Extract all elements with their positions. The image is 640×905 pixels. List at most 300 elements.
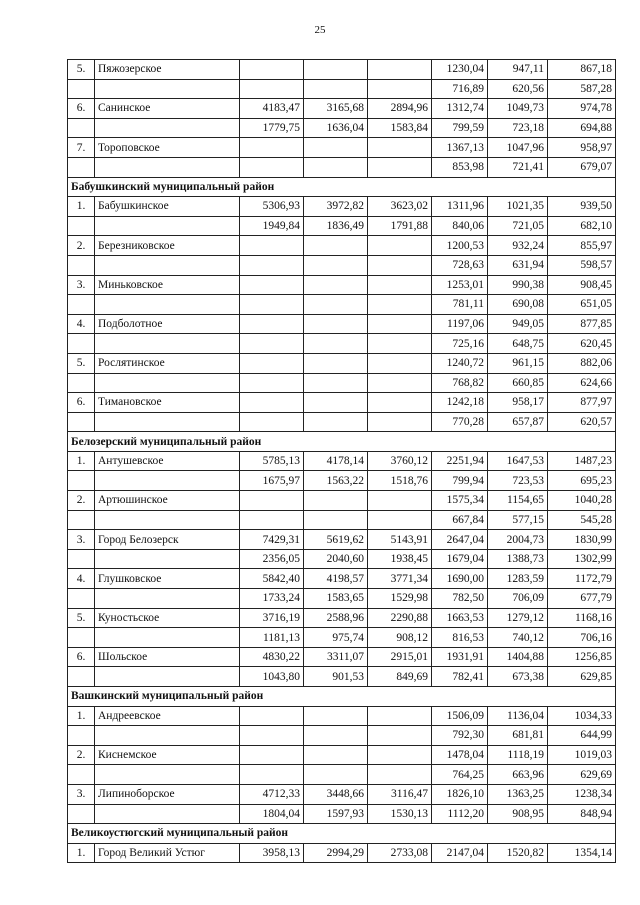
value-cell: 1487,23 xyxy=(548,451,616,471)
settlement-name: Тимановское xyxy=(95,393,240,413)
table-row xyxy=(68,118,616,138)
value-cell: 2040,60 xyxy=(304,549,368,569)
value-cell: 577,15 xyxy=(488,510,548,530)
value-cell: 663,96 xyxy=(488,765,548,785)
table-row xyxy=(68,138,616,158)
table-row xyxy=(68,295,616,315)
settlement-name: Липиноборское xyxy=(95,784,240,804)
value-cell: 5842,40 xyxy=(240,569,304,589)
row-number: 1. xyxy=(68,843,95,863)
value-cell xyxy=(368,412,432,432)
value-cell: 3760,12 xyxy=(368,451,432,471)
settlement-name: Тороповское xyxy=(95,138,240,158)
value-cell: 768,82 xyxy=(432,373,488,393)
value-cell: 725,16 xyxy=(432,334,488,354)
settlement-name: Рослятинское xyxy=(95,353,240,373)
table-row xyxy=(68,314,616,334)
value-cell xyxy=(304,726,368,746)
value-cell: 721,05 xyxy=(488,216,548,236)
table-row xyxy=(68,216,616,236)
row-number: 5. xyxy=(68,353,95,373)
settlement-name xyxy=(95,667,240,687)
value-cell: 2588,96 xyxy=(304,608,368,628)
value-cell: 932,24 xyxy=(488,236,548,256)
value-cell xyxy=(240,236,304,256)
value-cell xyxy=(368,295,432,315)
value-cell: 1830,99 xyxy=(548,530,616,550)
value-cell: 1663,53 xyxy=(432,608,488,628)
table-row xyxy=(68,784,616,804)
value-cell: 620,57 xyxy=(548,412,616,432)
value-cell: 1354,14 xyxy=(548,843,616,863)
value-cell xyxy=(240,726,304,746)
value-cell xyxy=(368,60,432,80)
value-cell: 673,38 xyxy=(488,667,548,687)
value-cell: 1172,79 xyxy=(548,569,616,589)
value-cell: 975,74 xyxy=(304,628,368,648)
value-cell: 1136,04 xyxy=(488,706,548,726)
settlement-name: Шольское xyxy=(95,647,240,667)
value-cell: 4178,14 xyxy=(304,451,368,471)
value-cell: 3165,68 xyxy=(304,99,368,119)
value-cell xyxy=(368,745,432,765)
value-cell: 695,23 xyxy=(548,471,616,491)
value-cell: 631,94 xyxy=(488,255,548,275)
value-cell: 1597,93 xyxy=(304,804,368,824)
value-cell: 728,63 xyxy=(432,255,488,275)
value-cell: 1238,34 xyxy=(548,784,616,804)
value-cell: 770,28 xyxy=(432,412,488,432)
table-row xyxy=(68,471,616,491)
settlement-name: Город Белозерск xyxy=(95,530,240,550)
value-cell: 629,85 xyxy=(548,667,616,687)
value-cell: 5306,93 xyxy=(240,197,304,217)
value-cell xyxy=(304,491,368,511)
row-number xyxy=(68,334,95,354)
value-cell: 1506,09 xyxy=(432,706,488,726)
value-cell: 5785,13 xyxy=(240,451,304,471)
value-cell xyxy=(304,295,368,315)
value-cell: 1690,00 xyxy=(432,569,488,589)
value-cell: 690,08 xyxy=(488,295,548,315)
value-cell xyxy=(240,275,304,295)
value-cell xyxy=(304,275,368,295)
settlement-name xyxy=(95,412,240,432)
value-cell: 1478,04 xyxy=(432,745,488,765)
value-cell xyxy=(368,373,432,393)
settlement-name: Артюшинское xyxy=(95,491,240,511)
value-cell xyxy=(240,353,304,373)
value-cell xyxy=(240,255,304,275)
value-cell xyxy=(368,275,432,295)
row-number: 2. xyxy=(68,745,95,765)
value-cell: 877,85 xyxy=(548,314,616,334)
region-name: Белозерский муниципальный район xyxy=(68,432,616,452)
row-number: 6. xyxy=(68,99,95,119)
value-cell: 782,50 xyxy=(432,589,488,609)
value-cell: 1311,96 xyxy=(432,197,488,217)
value-cell: 2733,08 xyxy=(368,843,432,863)
value-cell xyxy=(240,60,304,80)
row-number xyxy=(68,628,95,648)
row-number: 2. xyxy=(68,491,95,511)
value-cell: 1118,19 xyxy=(488,745,548,765)
value-cell: 1647,53 xyxy=(488,451,548,471)
settlement-name xyxy=(95,510,240,530)
row-number: 3. xyxy=(68,530,95,550)
tariff-table xyxy=(67,59,616,863)
value-cell xyxy=(368,393,432,413)
value-cell: 816,53 xyxy=(432,628,488,648)
value-cell: 782,41 xyxy=(432,667,488,687)
row-number xyxy=(68,412,95,432)
settlement-name xyxy=(95,334,240,354)
value-cell xyxy=(368,236,432,256)
settlement-name: Миньковское xyxy=(95,275,240,295)
value-cell: 1779,75 xyxy=(240,118,304,138)
value-cell: 1168,16 xyxy=(548,608,616,628)
value-cell: 1279,12 xyxy=(488,608,548,628)
value-cell xyxy=(240,295,304,315)
row-number xyxy=(68,549,95,569)
table-row xyxy=(68,510,616,530)
row-number: 1. xyxy=(68,197,95,217)
value-cell: 1836,49 xyxy=(304,216,368,236)
value-cell: 5619,62 xyxy=(304,530,368,550)
value-cell: 855,97 xyxy=(548,236,616,256)
value-cell xyxy=(304,706,368,726)
value-cell xyxy=(240,765,304,785)
value-cell: 958,97 xyxy=(548,138,616,158)
value-cell: 3972,82 xyxy=(304,197,368,217)
value-cell: 1367,13 xyxy=(432,138,488,158)
value-cell: 3958,13 xyxy=(240,843,304,863)
row-number xyxy=(68,726,95,746)
value-cell xyxy=(368,79,432,99)
row-number xyxy=(68,255,95,275)
value-cell: 587,28 xyxy=(548,79,616,99)
value-cell: 853,98 xyxy=(432,157,488,177)
table-row xyxy=(68,412,616,432)
value-cell: 1679,04 xyxy=(432,549,488,569)
row-number xyxy=(68,667,95,687)
table-row xyxy=(68,275,616,295)
value-cell: 723,18 xyxy=(488,118,548,138)
region-header-row xyxy=(68,432,616,452)
value-cell: 867,18 xyxy=(548,60,616,80)
row-number xyxy=(68,216,95,236)
value-cell: 706,16 xyxy=(548,628,616,648)
value-cell: 949,05 xyxy=(488,314,548,334)
value-cell xyxy=(368,353,432,373)
value-cell: 908,45 xyxy=(548,275,616,295)
value-cell: 2915,01 xyxy=(368,647,432,667)
table-row xyxy=(68,157,616,177)
value-cell: 961,15 xyxy=(488,353,548,373)
table-row xyxy=(68,726,616,746)
region-header-row xyxy=(68,177,616,197)
value-cell: 4183,47 xyxy=(240,99,304,119)
value-cell: 1931,91 xyxy=(432,647,488,667)
value-cell: 2356,05 xyxy=(240,549,304,569)
value-cell xyxy=(368,706,432,726)
value-cell: 1949,84 xyxy=(240,216,304,236)
value-cell: 1197,06 xyxy=(432,314,488,334)
value-cell xyxy=(368,334,432,354)
value-cell xyxy=(304,765,368,785)
settlement-name: Куностьское xyxy=(95,608,240,628)
value-cell: 1529,98 xyxy=(368,589,432,609)
row-number: 4. xyxy=(68,569,95,589)
value-cell xyxy=(304,745,368,765)
value-cell: 848,94 xyxy=(548,804,616,824)
table-row xyxy=(68,530,616,550)
value-cell xyxy=(368,510,432,530)
value-cell: 681,81 xyxy=(488,726,548,746)
region-header-row xyxy=(68,687,616,707)
region-name: Вашкинский муниципальный район xyxy=(68,687,616,707)
region-header-row xyxy=(68,824,616,844)
settlement-name: Глушковское xyxy=(95,569,240,589)
settlement-name: Киснемское xyxy=(95,745,240,765)
value-cell: 1518,76 xyxy=(368,471,432,491)
settlement-name: Пяжозерское xyxy=(95,60,240,80)
table-row xyxy=(68,393,616,413)
value-cell xyxy=(240,157,304,177)
settlement-name xyxy=(95,804,240,824)
settlement-name xyxy=(95,589,240,609)
table-row xyxy=(68,647,616,667)
value-cell: 799,94 xyxy=(432,471,488,491)
value-cell: 2004,73 xyxy=(488,530,548,550)
value-cell: 990,38 xyxy=(488,275,548,295)
value-cell: 1938,45 xyxy=(368,549,432,569)
value-cell: 1312,74 xyxy=(432,99,488,119)
value-cell xyxy=(240,412,304,432)
table-row xyxy=(68,353,616,373)
value-cell: 1240,72 xyxy=(432,353,488,373)
value-cell: 1242,18 xyxy=(432,393,488,413)
value-cell xyxy=(240,334,304,354)
value-cell: 3716,19 xyxy=(240,608,304,628)
value-cell: 1530,13 xyxy=(368,804,432,824)
settlement-name xyxy=(95,295,240,315)
value-cell: 764,25 xyxy=(432,765,488,785)
value-cell xyxy=(304,138,368,158)
value-cell xyxy=(240,314,304,334)
settlement-name xyxy=(95,373,240,393)
settlement-name xyxy=(95,118,240,138)
settlement-name xyxy=(95,471,240,491)
value-cell: 1043,80 xyxy=(240,667,304,687)
value-cell: 1256,85 xyxy=(548,647,616,667)
value-cell xyxy=(304,510,368,530)
page-number: 25 xyxy=(314,24,326,36)
value-cell: 1049,73 xyxy=(488,99,548,119)
settlement-name: Город Великий Устюг xyxy=(95,843,240,863)
table-row xyxy=(68,843,616,863)
value-cell xyxy=(304,393,368,413)
value-cell: 1675,97 xyxy=(240,471,304,491)
settlement-name xyxy=(95,216,240,236)
value-cell: 939,50 xyxy=(548,197,616,217)
table-row xyxy=(68,667,616,687)
value-cell: 1733,24 xyxy=(240,589,304,609)
value-cell: 740,12 xyxy=(488,628,548,648)
table-row xyxy=(68,60,616,80)
value-cell: 620,45 xyxy=(548,334,616,354)
value-cell: 849,69 xyxy=(368,667,432,687)
value-cell: 651,05 xyxy=(548,295,616,315)
table-row xyxy=(68,236,616,256)
row-number: 5. xyxy=(68,60,95,80)
value-cell: 1040,28 xyxy=(548,491,616,511)
value-cell: 1583,84 xyxy=(368,118,432,138)
row-number: 3. xyxy=(68,784,95,804)
value-cell: 2147,04 xyxy=(432,843,488,863)
value-cell xyxy=(368,491,432,511)
value-cell: 1363,25 xyxy=(488,784,548,804)
value-cell: 2647,04 xyxy=(432,530,488,550)
value-cell: 3311,07 xyxy=(304,647,368,667)
value-cell: 1200,53 xyxy=(432,236,488,256)
value-cell: 667,84 xyxy=(432,510,488,530)
table-row xyxy=(68,706,616,726)
value-cell: 4712,33 xyxy=(240,784,304,804)
table-row xyxy=(68,255,616,275)
value-cell: 1826,10 xyxy=(432,784,488,804)
value-cell: 958,17 xyxy=(488,393,548,413)
table-row xyxy=(68,589,616,609)
value-cell: 1302,99 xyxy=(548,549,616,569)
value-cell xyxy=(240,706,304,726)
value-cell: 660,85 xyxy=(488,373,548,393)
row-number xyxy=(68,373,95,393)
value-cell: 877,97 xyxy=(548,393,616,413)
settlement-name xyxy=(95,79,240,99)
value-cell: 799,59 xyxy=(432,118,488,138)
value-cell: 3623,02 xyxy=(368,197,432,217)
value-cell: 1283,59 xyxy=(488,569,548,589)
value-cell xyxy=(368,157,432,177)
table-row xyxy=(68,451,616,471)
settlement-name xyxy=(95,157,240,177)
row-number xyxy=(68,79,95,99)
settlement-name: Подболотное xyxy=(95,314,240,334)
value-cell: 1791,88 xyxy=(368,216,432,236)
value-cell: 1388,73 xyxy=(488,549,548,569)
value-cell: 781,11 xyxy=(432,295,488,315)
value-cell: 1253,01 xyxy=(432,275,488,295)
row-number: 4. xyxy=(68,314,95,334)
value-cell xyxy=(240,138,304,158)
settlement-name: Санинское xyxy=(95,99,240,119)
value-cell xyxy=(304,79,368,99)
value-cell xyxy=(240,745,304,765)
value-cell xyxy=(304,353,368,373)
row-number: 6. xyxy=(68,647,95,667)
table-row xyxy=(68,765,616,785)
settlement-name xyxy=(95,628,240,648)
value-cell: 694,88 xyxy=(548,118,616,138)
row-number: 5. xyxy=(68,608,95,628)
value-cell: 1563,22 xyxy=(304,471,368,491)
value-cell: 1154,65 xyxy=(488,491,548,511)
row-number xyxy=(68,295,95,315)
table-row xyxy=(68,569,616,589)
value-cell: 624,66 xyxy=(548,373,616,393)
value-cell: 792,30 xyxy=(432,726,488,746)
value-cell: 1019,03 xyxy=(548,745,616,765)
value-cell: 4198,57 xyxy=(304,569,368,589)
row-number: 6. xyxy=(68,393,95,413)
value-cell: 2994,29 xyxy=(304,843,368,863)
value-cell: 3448,66 xyxy=(304,784,368,804)
settlement-name: Антушевское xyxy=(95,451,240,471)
value-cell xyxy=(304,60,368,80)
table-row xyxy=(68,608,616,628)
settlement-name: Березниковское xyxy=(95,236,240,256)
value-cell: 2894,96 xyxy=(368,99,432,119)
table-row xyxy=(68,628,616,648)
value-cell: 1636,04 xyxy=(304,118,368,138)
value-cell: 3116,47 xyxy=(368,784,432,804)
table-row xyxy=(68,79,616,99)
value-cell: 1575,34 xyxy=(432,491,488,511)
row-number xyxy=(68,118,95,138)
settlement-name: Бабушкинское xyxy=(95,197,240,217)
value-cell xyxy=(304,236,368,256)
settlement-name xyxy=(95,726,240,746)
value-cell: 908,95 xyxy=(488,804,548,824)
value-cell: 974,78 xyxy=(548,99,616,119)
table-row xyxy=(68,491,616,511)
value-cell: 947,11 xyxy=(488,60,548,80)
table-row xyxy=(68,745,616,765)
value-cell: 682,10 xyxy=(548,216,616,236)
table-row xyxy=(68,804,616,824)
table-row xyxy=(68,373,616,393)
value-cell: 1230,04 xyxy=(432,60,488,80)
value-cell xyxy=(304,255,368,275)
table-row xyxy=(68,334,616,354)
table-row xyxy=(68,99,616,119)
value-cell: 620,56 xyxy=(488,79,548,99)
row-number xyxy=(68,157,95,177)
table-body xyxy=(68,60,616,863)
value-cell: 1181,13 xyxy=(240,628,304,648)
value-cell: 1112,20 xyxy=(432,804,488,824)
value-cell xyxy=(240,373,304,393)
row-number: 3. xyxy=(68,275,95,295)
row-number xyxy=(68,510,95,530)
table-row xyxy=(68,197,616,217)
row-number xyxy=(68,589,95,609)
value-cell: 5143,91 xyxy=(368,530,432,550)
value-cell: 648,75 xyxy=(488,334,548,354)
value-cell: 723,53 xyxy=(488,471,548,491)
value-cell: 2290,88 xyxy=(368,608,432,628)
region-name: Бабушкинский муниципальный район xyxy=(68,177,616,197)
value-cell xyxy=(304,412,368,432)
value-cell: 7429,31 xyxy=(240,530,304,550)
value-cell xyxy=(240,393,304,413)
value-cell: 677,79 xyxy=(548,589,616,609)
value-cell xyxy=(304,334,368,354)
value-cell: 1804,04 xyxy=(240,804,304,824)
value-cell xyxy=(240,491,304,511)
row-number: 7. xyxy=(68,138,95,158)
